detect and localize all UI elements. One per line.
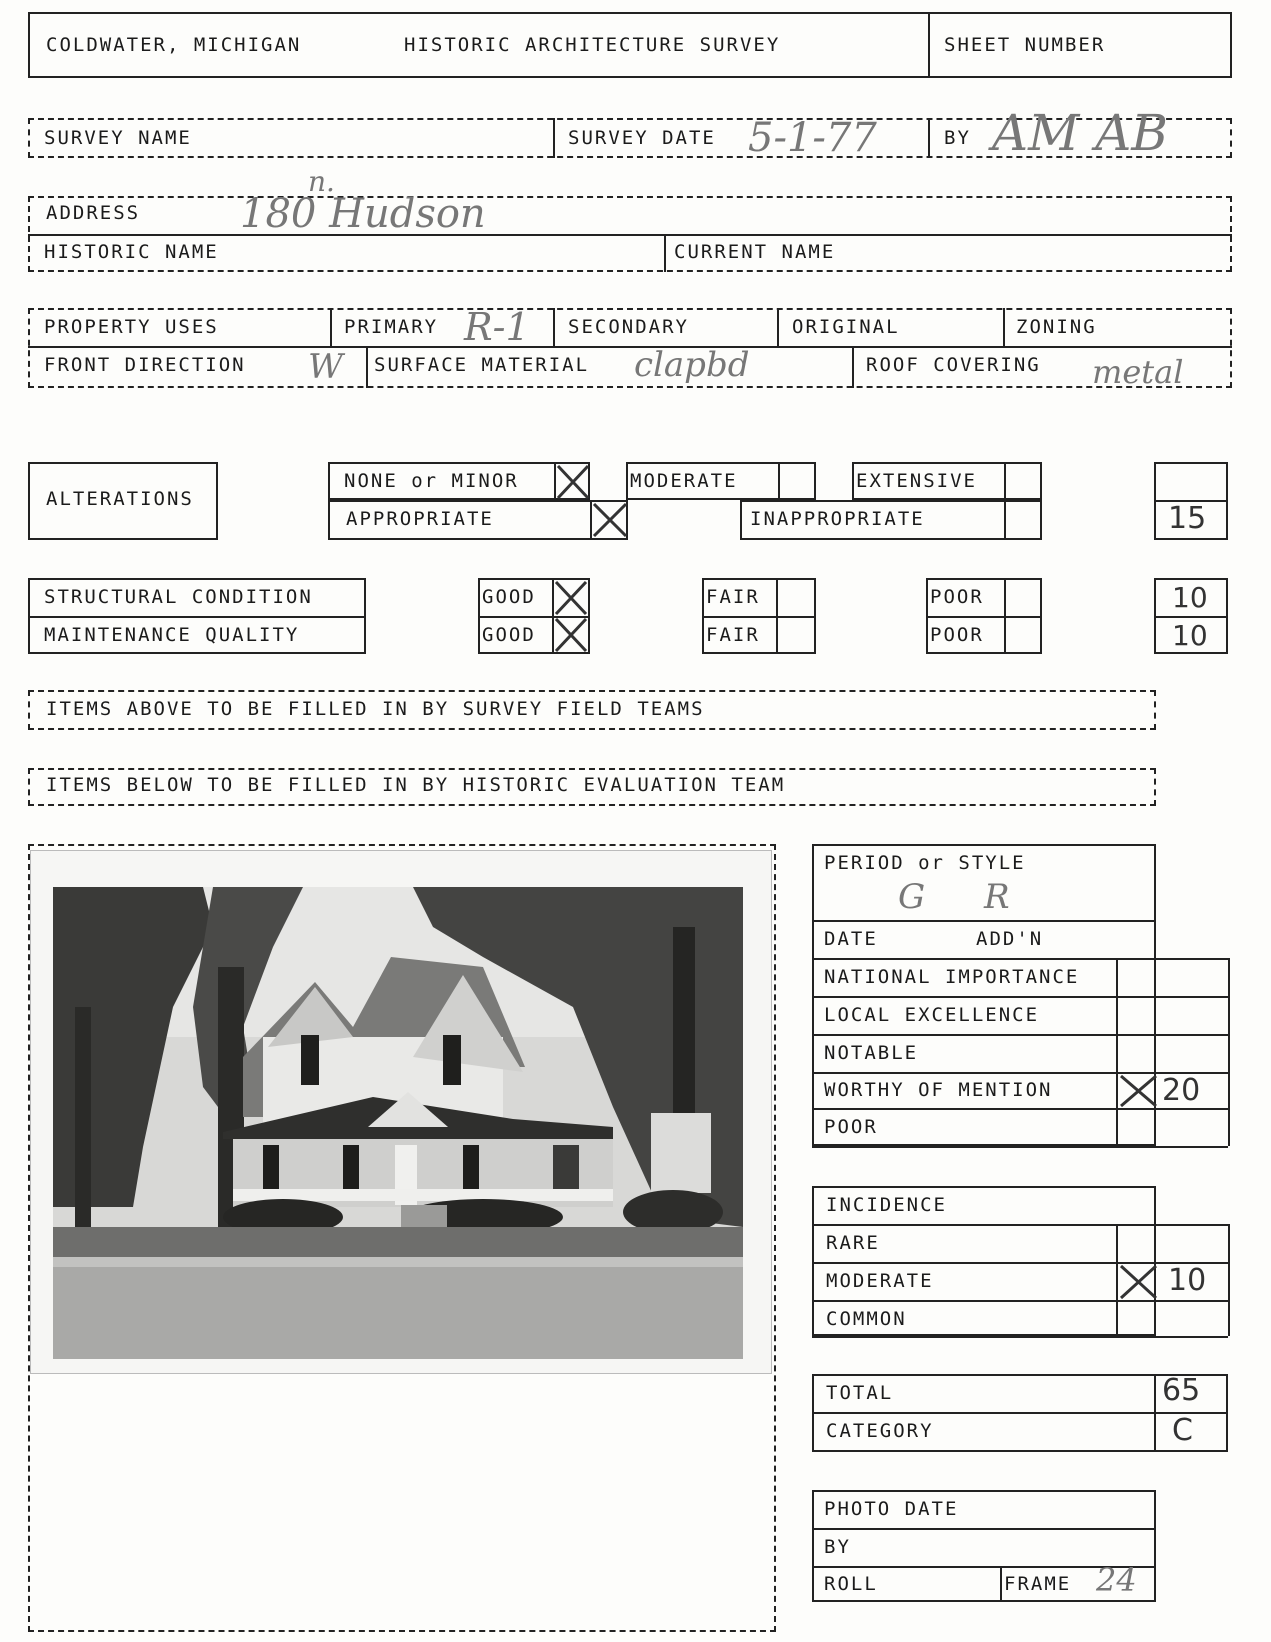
house-photo (53, 887, 743, 1359)
fair-label-maintenance: FAIR (706, 624, 760, 646)
survey-name-label: SURVEY NAME (44, 127, 192, 149)
roll-label: ROLL (824, 1573, 878, 1595)
structural-condition-label: STRUCTURAL CONDITION (44, 586, 313, 608)
photo-mount (30, 850, 772, 1374)
sheet-number-label: SHEET NUMBER (944, 34, 1106, 56)
check-x-icon (1118, 1264, 1158, 1300)
zoning-label: ZONING (1016, 316, 1097, 338)
period-style-value: G R (898, 877, 1034, 917)
rare-label: RARE (826, 1232, 880, 1254)
note-above: ITEMS ABOVE TO BE FILLED IN BY SURVEY FIELD TEAMS (46, 698, 705, 720)
frame-value: 24 (1096, 1561, 1137, 1599)
poor-evaluation-label: POOR (824, 1116, 878, 1138)
check-x-icon (1118, 1074, 1158, 1108)
category-label: CATEGORY (826, 1420, 934, 1442)
address-label: ADDRESS (46, 202, 141, 224)
alterations-score: 15 (1168, 501, 1207, 536)
photo-date-label: PHOTO DATE (824, 1498, 959, 1520)
by-value: AM AB (992, 104, 1169, 162)
common-label: COMMON (826, 1308, 907, 1330)
address-value: 180 Hudson (240, 191, 486, 237)
original-label: ORIGINAL (792, 316, 900, 338)
period-style-label: PERIOD or STYLE (824, 852, 1026, 874)
incidence-label: INCIDENCE (826, 1194, 947, 1216)
none-minor-label: NONE or MINOR (344, 470, 519, 492)
poor-label-maintenance: POOR (930, 624, 984, 646)
moderate-incidence-score: 10 (1168, 1263, 1207, 1298)
maintenance-score: 10 (1172, 619, 1208, 652)
total-value: 65 (1162, 1373, 1201, 1408)
survey-date-label: SURVEY DATE (568, 127, 716, 149)
worthy-of-mention-label: WORTHY OF MENTION (824, 1079, 1053, 1101)
note-below: ITEMS BELOW TO BE FILLED IN BY HISTORIC EVALUATION TEAM (46, 774, 786, 796)
structural-score: 10 (1172, 581, 1208, 614)
historic-name-label: HISTORIC NAME (44, 241, 219, 263)
appropriate-label: APPROPRIATE (346, 508, 494, 530)
alterations-label: ALTERATIONS (46, 488, 194, 510)
city-label: COLDWATER, MICHIGAN (46, 34, 302, 56)
front-direction-value: W (308, 347, 343, 387)
frame-label: FRAME (1004, 1573, 1072, 1595)
surface-material-value: clapbd (634, 345, 750, 385)
inappropriate-label: INAPPROPRIATE (750, 508, 925, 530)
secondary-label: SECONDARY (568, 316, 689, 338)
addn-label: ADD'N (976, 928, 1044, 950)
notable-label: NOTABLE (824, 1042, 919, 1064)
poor-label-structural: POOR (930, 586, 984, 608)
current-name-label: CURRENT NAME (674, 241, 836, 263)
address-prefix: n. (308, 165, 335, 198)
local-excellence-label: LOCAL EXCELLENCE (824, 1004, 1040, 1026)
front-direction-label: FRONT DIRECTION (44, 354, 246, 376)
worthy-score: 20 (1162, 1073, 1201, 1108)
date-label: DATE (824, 928, 878, 950)
moderate-incidence-label: MODERATE (826, 1270, 934, 1292)
primary-label: PRIMARY (344, 316, 439, 338)
check-x-icon (592, 502, 628, 538)
surface-material-label: SURFACE MATERIAL (374, 354, 590, 376)
category-value: C (1172, 1413, 1193, 1448)
property-uses-label: PROPERTY USES (44, 316, 219, 338)
good-label-structural: GOOD (482, 586, 536, 608)
roof-covering-value: metal (1092, 353, 1184, 391)
photo-by-label: BY (824, 1536, 851, 1558)
primary-value: R-1 (464, 305, 530, 349)
good-label-maintenance: GOOD (482, 624, 536, 646)
form-title: HISTORIC ARCHITECTURE SURVEY (404, 34, 781, 56)
national-importance-label: NATIONAL IMPORTANCE (824, 966, 1080, 988)
survey-date-value: 5-1-77 (748, 115, 877, 161)
moderate-label: MODERATE (630, 470, 738, 492)
check-x-icon (554, 617, 588, 653)
roof-covering-label: ROOF COVERING (866, 354, 1041, 376)
total-label: TOTAL (826, 1382, 894, 1404)
check-x-icon (556, 464, 590, 500)
fair-label-structural: FAIR (706, 586, 760, 608)
by-label: BY (944, 127, 971, 149)
maintenance-quality-label: MAINTENANCE QUALITY (44, 624, 300, 646)
extensive-label: EXTENSIVE (856, 470, 977, 492)
check-x-icon (554, 580, 588, 616)
